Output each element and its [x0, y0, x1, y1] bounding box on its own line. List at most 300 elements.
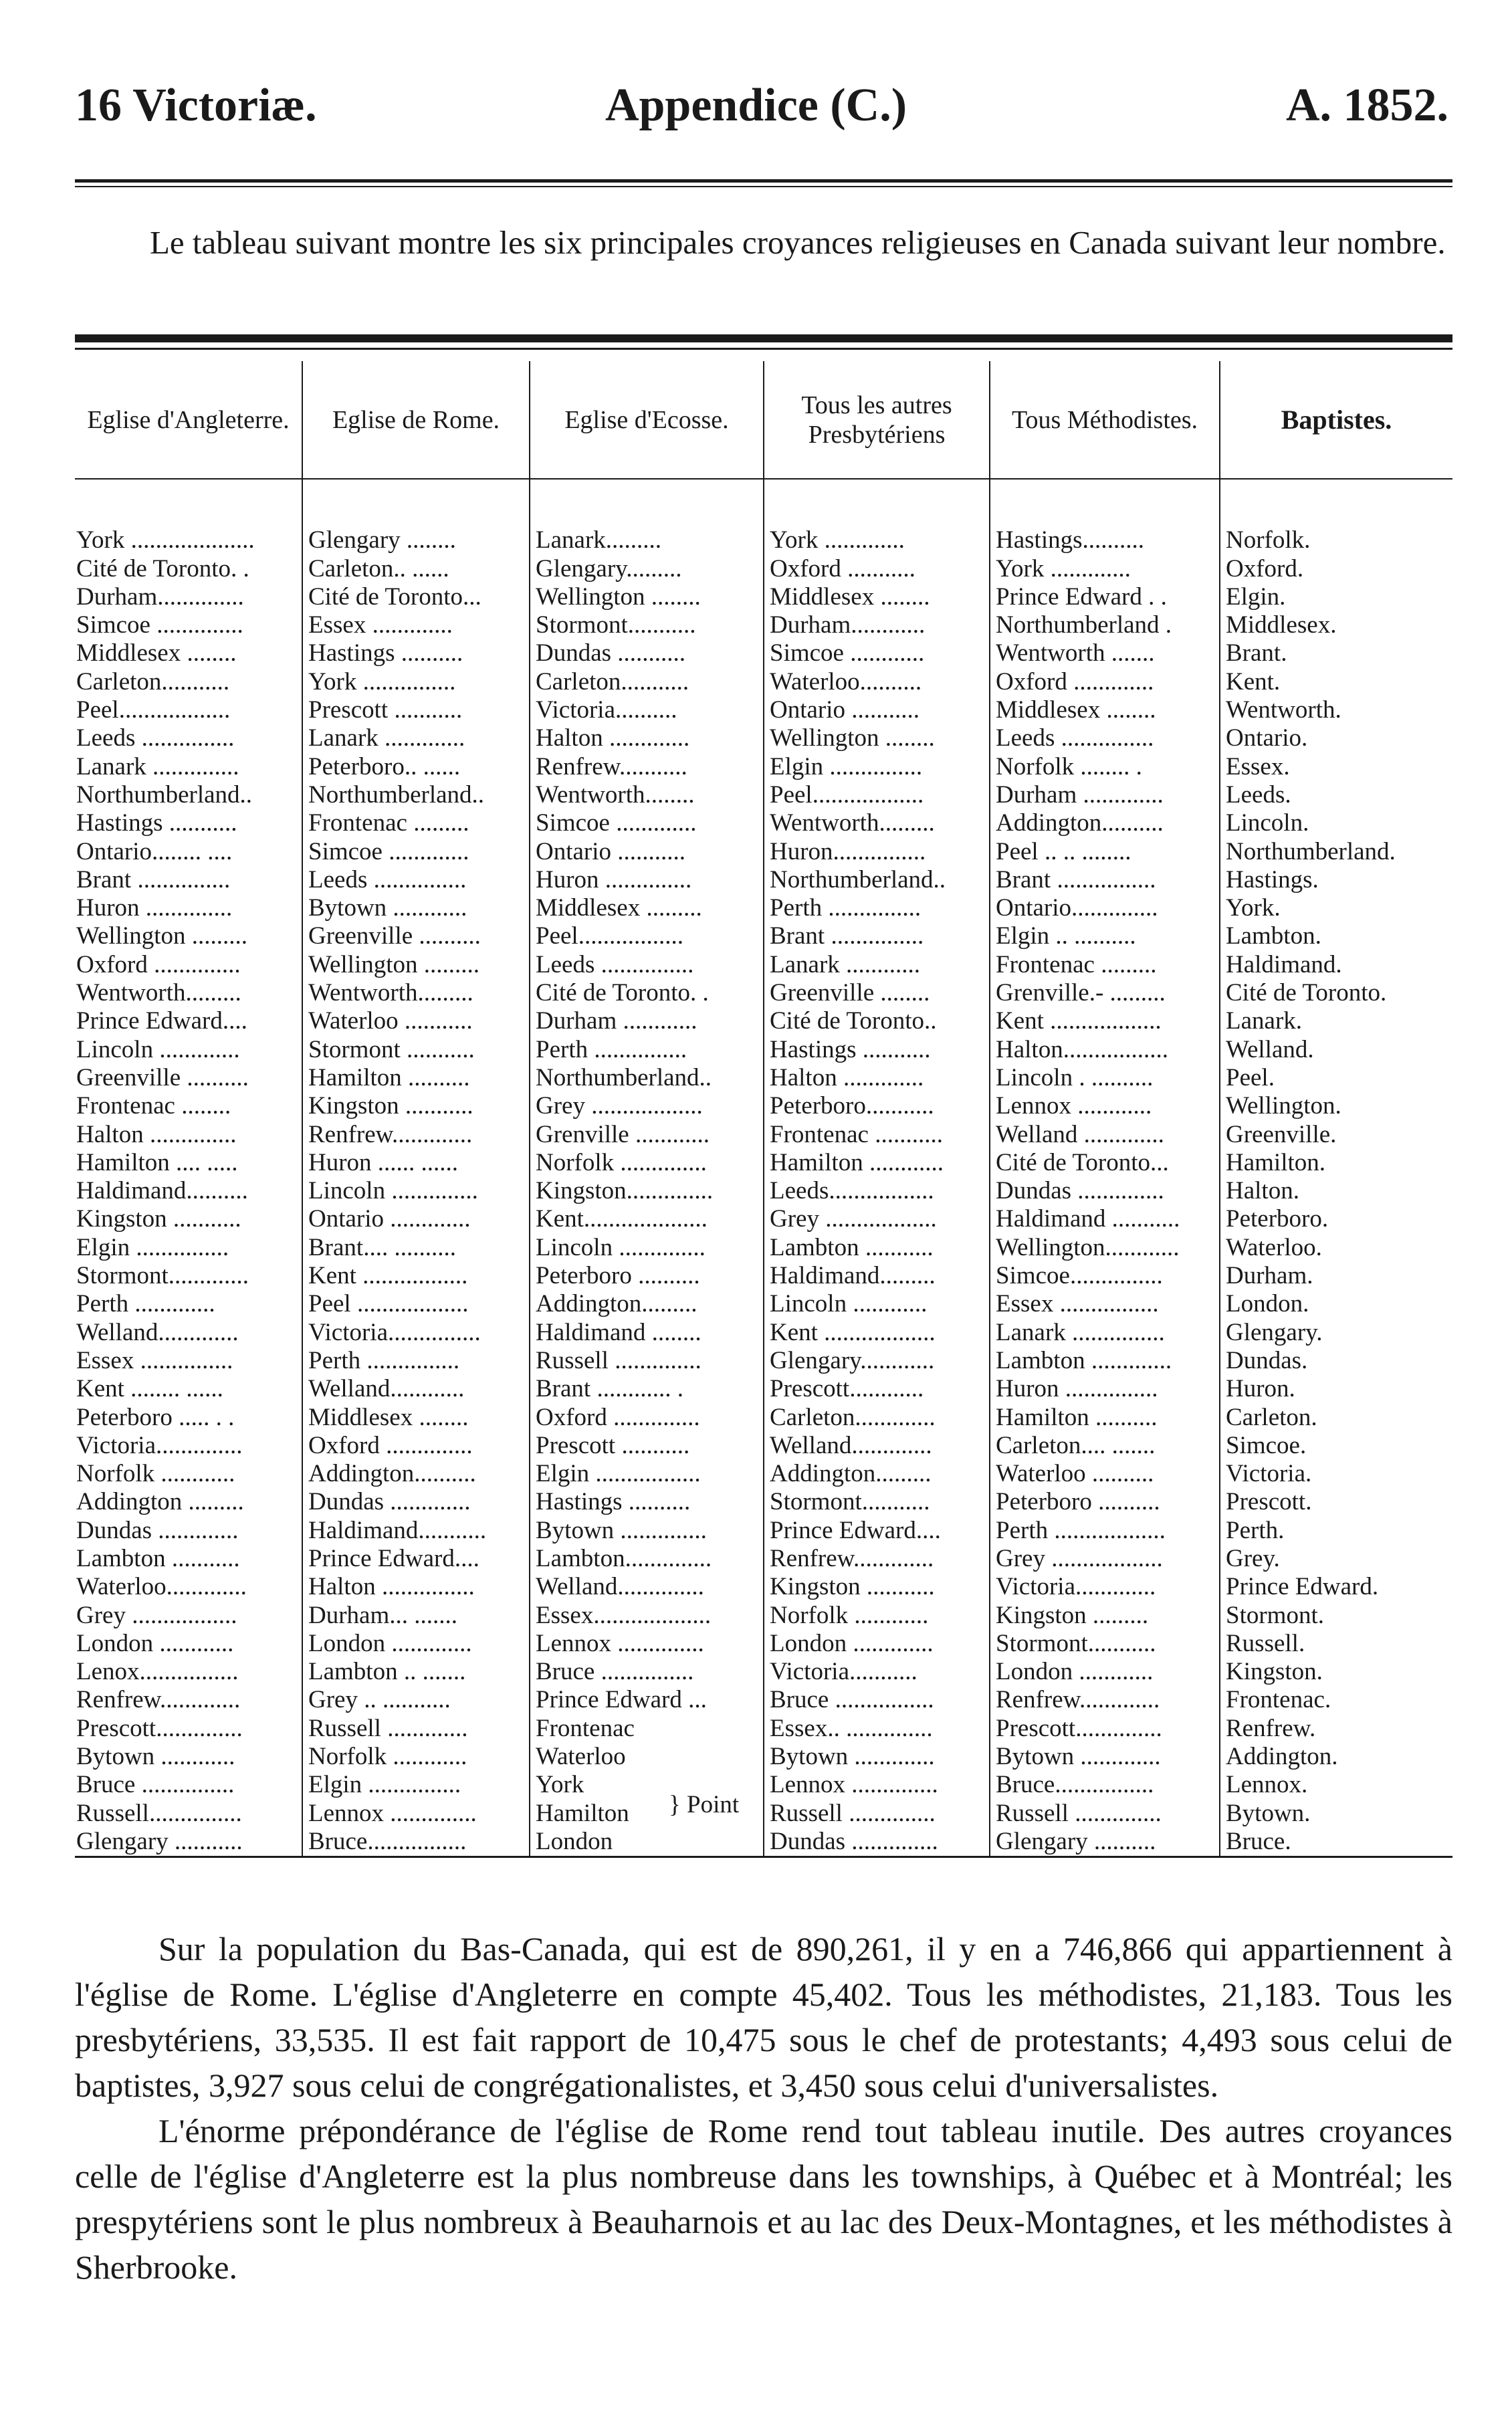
- cell-baptists: Prescott.: [1220, 1488, 1452, 1516]
- cell-scotland: Leeds ...............: [530, 950, 764, 978]
- cell-baptists: Frontenac.: [1220, 1686, 1452, 1714]
- cell-rome: Hastings ..........: [302, 639, 530, 667]
- cell-methodists: Russell ..............: [990, 1799, 1220, 1827]
- cell-scotland: Glengary.........: [530, 554, 764, 583]
- cell-england: Essex ...............: [76, 1346, 233, 1374]
- cell-england: Frontenac ........: [76, 1092, 231, 1120]
- cell-scotland: Elgin .................: [530, 1460, 764, 1488]
- cell-rome: London .............: [302, 1630, 530, 1658]
- cell-scotland: Ontario ...........: [530, 837, 764, 865]
- cell-scotland: Wellington ........: [530, 583, 764, 611]
- cell-england: Prescott..............: [76, 1714, 243, 1742]
- cell-rome: Lennox ..............: [302, 1799, 530, 1827]
- table-row: [75, 1545, 1452, 1573]
- cell-rome: Hamilton ..........: [302, 1064, 530, 1092]
- cell-rome: Welland............: [302, 1375, 530, 1403]
- cell-england: Simcoe ..............: [76, 611, 243, 639]
- cell-methodists: Victoria.............: [990, 1573, 1220, 1601]
- cell-england: Lambton ...........: [76, 1544, 240, 1572]
- cell-methodists: Waterloo ..........: [990, 1460, 1220, 1488]
- cell-baptists: Peel.: [1220, 1064, 1452, 1092]
- table-row: [75, 526, 1452, 554]
- cell-scotland: Victoria..........: [530, 696, 764, 724]
- cell-rome: Leeds ...............: [302, 866, 530, 894]
- cell-england: Hamilton .... .....: [76, 1148, 238, 1176]
- cell-presbyterians: Lincoln ............: [764, 1290, 990, 1318]
- table-row: [75, 1714, 1452, 1742]
- table-row: [75, 1092, 1452, 1120]
- cell-presbyterians: Haldimand.........: [764, 1262, 990, 1290]
- cell-presbyterians: Cité de Toronto..: [764, 1007, 990, 1035]
- cell-presbyterians: Lanark ............: [764, 950, 990, 978]
- table-row: [75, 922, 1452, 950]
- cell-rome: Bytown ............: [302, 894, 530, 922]
- cell-baptists: Welland.: [1220, 1035, 1452, 1063]
- cell-rome: Middlesex ........: [302, 1403, 530, 1431]
- cell-rome: Addington..........: [302, 1460, 530, 1488]
- cell-scotland: Welland..............: [530, 1573, 764, 1601]
- cell-presbyterians: Dundas ..............: [764, 1828, 990, 1857]
- cell-england: Lenox................: [76, 1658, 239, 1686]
- cell-scotland: Norfolk ..............: [530, 1149, 764, 1177]
- cell-methodists: Simcoe...............: [990, 1262, 1220, 1290]
- table-row: [75, 554, 1452, 583]
- cell-baptists: Stormont.: [1220, 1601, 1452, 1629]
- cell-rome: Victoria...............: [302, 1318, 530, 1346]
- cell-england: York ....................: [76, 526, 255, 554]
- cell-presbyterians: Leeds.................: [764, 1177, 990, 1205]
- table-row: [75, 1460, 1452, 1488]
- cell-methodists: Kent ..................: [990, 1007, 1220, 1035]
- cell-presbyterians: Wentworth.........: [764, 809, 990, 837]
- cell-rome: Huron ...... ......: [302, 1149, 530, 1177]
- cell-scotland: Waterloo: [530, 1743, 764, 1771]
- cell-baptists: Northumberland.: [1220, 837, 1452, 865]
- col-header-scotland: Eglise d'Ecosse.: [530, 361, 764, 479]
- table-row: [75, 1686, 1452, 1714]
- cell-rome: Northumberland..: [302, 781, 530, 809]
- cell-england: Kent ........ ......: [76, 1375, 223, 1403]
- table-row: [75, 1233, 1452, 1261]
- cell-baptists: Grey.: [1220, 1545, 1452, 1573]
- cell-methodists: Elgin .. ..........: [990, 922, 1220, 950]
- cell-baptists: Addington.: [1220, 1743, 1452, 1771]
- cell-presbyterians: York .............: [764, 526, 990, 554]
- cell-baptists: Huron.: [1220, 1375, 1452, 1403]
- cell-presbyterians: Kingston ...........: [764, 1573, 990, 1601]
- cell-methodists: Grey ..................: [990, 1545, 1220, 1573]
- cell-england: Glengary ...........: [75, 1828, 302, 1857]
- cell-england: Bytown ............: [76, 1743, 235, 1771]
- cell-methodists: Glengary ..........: [990, 1828, 1220, 1857]
- cell-scotland: Halton .............: [530, 724, 764, 752]
- table-row: [75, 837, 1452, 865]
- cell-methodists: Lanark ...............: [990, 1318, 1220, 1346]
- paragraph-preponderance: L'énorme prépondérance de l'église de Rome rend tout tableau inutile. Des autres croyances celle de l'église d'Angleterre est la plus nombreuse dans les townships, à Québec et à Montréal; les prespytériens sont le plus nombreux à Beauharnois et au lac des Deux-Montagnes, et les méthodistes à Sherbrooke.: [75, 2112, 1452, 2286]
- cell-rome: Cité de Toronto...: [302, 583, 530, 611]
- cell-methodists: Hastings..........: [990, 526, 1220, 554]
- cell-presbyterians: Ontario ...........: [764, 696, 990, 724]
- table-row: [75, 1290, 1452, 1318]
- cell-england: Leeds ...............: [76, 724, 235, 752]
- cell-scotland: Prescott ...........: [530, 1432, 764, 1460]
- header-rule-bottom: [75, 186, 1452, 187]
- cell-presbyterians: Lambton ...........: [764, 1233, 990, 1261]
- cell-presbyterians: Simcoe ............: [764, 639, 990, 667]
- col-header-methodists: Tous Méthodistes.: [990, 361, 1220, 479]
- table-row: [75, 1743, 1452, 1771]
- cell-presbyterians: Victoria...........: [764, 1658, 990, 1686]
- religion-table: [75, 361, 1452, 1858]
- cell-presbyterians: Waterloo..........: [764, 667, 990, 696]
- header-appendix: Appendice (C.): [605, 80, 907, 131]
- col-header-rome: Eglise de Rome.: [302, 361, 530, 479]
- table-row: [75, 1177, 1452, 1205]
- cell-baptists: Perth.: [1220, 1516, 1452, 1544]
- cell-england: Durham..............: [76, 583, 244, 611]
- cell-baptists: Kent.: [1220, 667, 1452, 696]
- cell-england: Oxford ..............: [76, 950, 241, 978]
- cell-rome: Brant.... ..........: [302, 1233, 530, 1261]
- cell-baptists: Greenville.: [1220, 1120, 1452, 1148]
- cell-scotland: Lennox ..............: [530, 1630, 764, 1658]
- cell-baptists: Oxford.: [1220, 554, 1452, 583]
- cell-rome: Kingston ...........: [302, 1092, 530, 1120]
- cell-england: Northumberland..: [76, 780, 253, 809]
- cell-methodists: Dundas ..............: [990, 1177, 1220, 1205]
- cell-england: Haldimand..........: [76, 1177, 248, 1205]
- cell-presbyterians: Perth ...............: [764, 894, 990, 922]
- table-row: [75, 1007, 1452, 1035]
- table-row: [75, 894, 1452, 922]
- table-row: [75, 1630, 1452, 1658]
- cell-methodists: Hamilton ..........: [990, 1403, 1220, 1431]
- cell-england: Stormont.............: [76, 1262, 249, 1290]
- cell-scotland: Bruce ...............: [530, 1658, 764, 1686]
- table-row: [75, 1828, 1452, 1857]
- cell-presbyterians: Frontenac ...........: [764, 1120, 990, 1148]
- table-row: [75, 1516, 1452, 1544]
- cell-rome: Essex .............: [302, 611, 530, 639]
- cell-baptists: Waterloo.: [1220, 1233, 1452, 1261]
- cell-methodists: Prescott..............: [990, 1714, 1220, 1742]
- cell-methodists: Leeds ...............: [990, 724, 1220, 752]
- cell-methodists: Halton.................: [990, 1035, 1220, 1063]
- cell-methodists: Peel .. .. ........: [990, 837, 1220, 865]
- cell-rome: Carleton.. ......: [302, 554, 530, 583]
- table-row: [75, 809, 1452, 837]
- cell-scotland: Dundas ...........: [530, 639, 764, 667]
- cell-scotland: Haldimand ........: [530, 1318, 764, 1346]
- table-row: [75, 1799, 1452, 1827]
- cell-baptists: Renfrew.: [1220, 1714, 1452, 1742]
- table-row: [75, 1432, 1452, 1460]
- cell-presbyterians: Norfolk ............: [764, 1601, 990, 1629]
- cell-baptists: Lincoln.: [1220, 809, 1452, 837]
- header-year: A. 1852.: [1285, 80, 1448, 131]
- cell-baptists: Lambton.: [1220, 922, 1452, 950]
- cell-england: Hastings ...........: [76, 809, 237, 837]
- cell-baptists: Lennox.: [1220, 1771, 1452, 1799]
- cell-methodists: Kingston .........: [990, 1601, 1220, 1629]
- cell-methodists: Northumberland .: [990, 611, 1220, 639]
- cell-scotland: Simcoe .............: [530, 809, 764, 837]
- cell-england: Peterboro ..... . .: [76, 1403, 235, 1431]
- cell-methodists: Essex ................: [990, 1290, 1220, 1318]
- cell-rome: Kent .................: [302, 1262, 530, 1290]
- cell-england: Middlesex ........: [76, 639, 237, 667]
- cell-presbyterians: Welland.............: [764, 1432, 990, 1460]
- cell-baptists: Lanark.: [1220, 1007, 1452, 1035]
- table-row: [75, 1403, 1452, 1431]
- cell-baptists: Middlesex.: [1220, 611, 1452, 639]
- cell-baptists: Kingston.: [1220, 1658, 1452, 1686]
- cell-methodists: Renfrew.............: [990, 1686, 1220, 1714]
- cell-rome: Wellington .........: [302, 950, 530, 978]
- cell-england: Norfolk ............: [76, 1460, 235, 1488]
- cell-baptists: Halton.: [1220, 1177, 1452, 1205]
- cell-rome: Dundas .............: [302, 1488, 530, 1516]
- cell-scotland: Durham ............: [530, 1007, 764, 1035]
- col-header-baptists: Baptistes.: [1220, 361, 1452, 479]
- cell-rome: Greenville ..........: [302, 922, 530, 950]
- cell-baptists: Hamilton.: [1220, 1149, 1452, 1177]
- table-header-row: [75, 361, 1452, 479]
- cell-presbyterians: Peterboro...........: [764, 1092, 990, 1120]
- cell-baptists: Elgin.: [1220, 583, 1452, 611]
- cell-methodists: Grenville.- .........: [990, 979, 1220, 1007]
- cell-england: Peel..................: [76, 696, 231, 724]
- cell-england: Kingston ...........: [76, 1205, 241, 1233]
- cell-baptists: Victoria.: [1220, 1460, 1452, 1488]
- cell-scotland: Kingston..............: [530, 1177, 764, 1205]
- cell-presbyterians: Bytown .............: [764, 1743, 990, 1771]
- cell-methodists: Welland .............: [990, 1120, 1220, 1148]
- cell-methodists: Cité de Toronto...: [990, 1149, 1220, 1177]
- cell-baptists: Wentworth.: [1220, 696, 1452, 724]
- cell-rome: Peterboro.. ......: [302, 752, 530, 780]
- cell-england: Halton ..............: [76, 1120, 237, 1148]
- table-row: [75, 979, 1452, 1007]
- cell-methodists: York .............: [990, 554, 1220, 583]
- cell-methodists: Peterboro ..........: [990, 1488, 1220, 1516]
- cell-rome: Prescott ...........: [302, 696, 530, 724]
- cell-methodists: Perth ..................: [990, 1516, 1220, 1544]
- table-row: [75, 1262, 1452, 1290]
- cell-methodists: Wellington............: [990, 1233, 1220, 1261]
- table-row: [75, 1035, 1452, 1063]
- cell-scotland: Lanark.........: [530, 526, 764, 554]
- cell-england: Perth .............: [76, 1290, 215, 1318]
- cell-baptists: Leeds.: [1220, 781, 1452, 809]
- cell-methodists: Middlesex ........: [990, 696, 1220, 724]
- table-row: [75, 667, 1452, 696]
- table-row: [75, 950, 1452, 978]
- cell-methodists: Brant ................: [990, 866, 1220, 894]
- cell-england: Ontario........ ....: [76, 837, 233, 865]
- intro-sentence: Le tableau suivant montre les six principales croyances religieuses en Canada suivant leur nombre.: [150, 224, 1446, 261]
- table-row: [75, 1375, 1452, 1403]
- cell-scotland: Oxford ..............: [530, 1403, 764, 1431]
- cell-scotland: Hastings ..........: [530, 1488, 764, 1516]
- cell-methodists: Prince Edward . .: [990, 583, 1220, 611]
- cell-baptists: Russell.: [1220, 1630, 1452, 1658]
- cell-rome: Durham... .......: [302, 1601, 530, 1629]
- cell-methodists: Lennox ............: [990, 1092, 1220, 1120]
- col-header-presbyterians: Tous les autres Presbytériens: [764, 361, 990, 479]
- cell-presbyterians: Lennox ..............: [764, 1771, 990, 1799]
- body-text: [75, 1926, 1452, 2290]
- cell-england: Cité de Toronto. .: [76, 554, 249, 583]
- cell-baptists: Essex.: [1220, 752, 1452, 780]
- cell-methodists: Bytown .............: [990, 1743, 1220, 1771]
- header-session: 16 Victoriæ.: [75, 80, 317, 131]
- table-row: [75, 1347, 1452, 1375]
- cell-rome: Peel ..................: [302, 1290, 530, 1318]
- cell-baptists: Wellington.: [1220, 1092, 1452, 1120]
- cell-baptists: Hastings.: [1220, 866, 1452, 894]
- point-brace-label: } Point: [669, 1791, 740, 1818]
- cell-rome: Simcoe .............: [302, 837, 530, 865]
- table-body: [75, 479, 1452, 1857]
- table-row: [75, 1318, 1452, 1346]
- cell-methodists: Lambton .............: [990, 1347, 1220, 1375]
- cell-scotland: Grey ..................: [530, 1092, 764, 1120]
- cell-england: Waterloo.............: [76, 1573, 247, 1601]
- cell-presbyterians: Glengary............: [764, 1347, 990, 1375]
- cell-england: Addington .........: [76, 1488, 244, 1516]
- cell-scotland: Middlesex .........: [530, 894, 764, 922]
- cell-presbyterians: Hastings ...........: [764, 1035, 990, 1063]
- cell-scotland: Addington.........: [530, 1290, 764, 1318]
- cell-presbyterians: Elgin ...............: [764, 752, 990, 780]
- cell-presbyterians: Hamilton ............: [764, 1149, 990, 1177]
- cell-methodists: Addington..........: [990, 809, 1220, 837]
- cell-scotland: Prince Edward ...: [530, 1686, 764, 1714]
- table-row: [75, 1601, 1452, 1629]
- cell-rome: Russell .............: [302, 1714, 530, 1742]
- table-row: [75, 611, 1452, 639]
- paragraph-population: Sur la population du Bas-Canada, qui est de 890,261, il y en a 746,866 qui appartiennent à l'église de Rome. L'église d'Angleterre en compte 45,402. Tous les méthodistes, 21,183. Tous les presbytériens, 33,535. Il est fait rapport de 10,475 sous le chef de protestants; 4,493 sous celui de baptistes, 3,927 sous celui de congrégationalistes, et 3,450 sous celui d'universalistes.: [75, 1930, 1452, 2104]
- intro-text: [75, 221, 1452, 265]
- cell-baptists: Prince Edward.: [1220, 1573, 1452, 1601]
- cell-rome: Lincoln ..............: [302, 1177, 530, 1205]
- cell-presbyterians: Renfrew.............: [764, 1545, 990, 1573]
- table-row: [75, 583, 1452, 611]
- cell-england: Dundas .............: [76, 1516, 239, 1544]
- cell-scotland: Huron ..............: [530, 866, 764, 894]
- cell-presbyterians: Carleton.............: [764, 1403, 990, 1431]
- header-rule-top: [75, 179, 1452, 183]
- table-row: [75, 1573, 1452, 1601]
- cell-rome: Frontenac .........: [302, 809, 530, 837]
- cell-methodists: Huron ...............: [990, 1375, 1220, 1403]
- cell-england: Renfrew.............: [76, 1686, 241, 1714]
- cell-baptists: Simcoe.: [1220, 1432, 1452, 1460]
- cell-presbyterians: Addington.........: [764, 1460, 990, 1488]
- cell-england: Brant ...............: [76, 865, 231, 893]
- cell-presbyterians: Brant ...............: [764, 922, 990, 950]
- table-row: [75, 639, 1452, 667]
- cell-rome: Oxford ..............: [302, 1432, 530, 1460]
- table-spacer-row: [75, 479, 1452, 526]
- cell-rome: Bruce................: [302, 1828, 530, 1857]
- cell-scotland: Bytown ..............: [530, 1516, 764, 1544]
- cell-rome: Halton ...............: [302, 1573, 530, 1601]
- cell-baptists: London.: [1220, 1290, 1452, 1318]
- cell-rome: Haldimand...........: [302, 1516, 530, 1544]
- cell-england: Grey .................: [76, 1601, 237, 1629]
- cell-scotland: Lincoln ..............: [530, 1233, 764, 1261]
- cell-presbyterians: Prince Edward....: [764, 1516, 990, 1544]
- cell-rome: Ontario .............: [302, 1205, 530, 1233]
- cell-scotland: Renfrew...........: [530, 752, 764, 780]
- cell-baptists: Peterboro.: [1220, 1205, 1452, 1233]
- cell-baptists: Haldimand.: [1220, 950, 1452, 978]
- cell-baptists: Bytown.: [1220, 1799, 1452, 1827]
- cell-scotland: Lambton..............: [530, 1545, 764, 1573]
- cell-methodists: Norfolk ........ .: [990, 752, 1220, 780]
- table-row: [75, 1064, 1452, 1092]
- cell-presbyterians: Halton .............: [764, 1064, 990, 1092]
- cell-scotland: Kent....................: [530, 1205, 764, 1233]
- cell-england: Elgin ...............: [76, 1233, 229, 1261]
- cell-presbyterians: Wellington ........: [764, 724, 990, 752]
- cell-presbyterians: Huron...............: [764, 837, 990, 865]
- cell-rome: Prince Edward....: [302, 1545, 530, 1573]
- cell-presbyterians: Durham............: [764, 611, 990, 639]
- cell-rome: Grey .. ...........: [302, 1686, 530, 1714]
- cell-methodists: Wentworth .......: [990, 639, 1220, 667]
- cell-baptists: Durham.: [1220, 1262, 1452, 1290]
- cell-england: Lanark ..............: [76, 752, 239, 780]
- cell-methodists: Carleton.... .......: [990, 1432, 1220, 1460]
- cell-rome: York ...............: [302, 667, 530, 696]
- cell-presbyterians: London .............: [764, 1630, 990, 1658]
- cell-scotland: Stormont...........: [530, 611, 764, 639]
- table-row: [75, 1658, 1452, 1686]
- table-row: [75, 866, 1452, 894]
- cell-rome: Norfolk ............: [302, 1743, 530, 1771]
- table-row: [75, 724, 1452, 752]
- cell-baptists: Bruce.: [1220, 1828, 1452, 1857]
- cell-rome: Wentworth.........: [302, 979, 530, 1007]
- cell-methodists: Haldimand ...........: [990, 1205, 1220, 1233]
- cell-methodists: Frontenac .........: [990, 950, 1220, 978]
- cell-scotland: Grenville ............: [530, 1120, 764, 1148]
- cell-scotland: London: [530, 1828, 764, 1857]
- cell-england: Victoria..............: [76, 1431, 243, 1459]
- cell-scotland: York: [530, 1771, 764, 1799]
- cell-scotland: Northumberland..: [530, 1064, 764, 1092]
- cell-presbyterians: Russell ..............: [764, 1799, 990, 1827]
- cell-presbyterians: Stormont...........: [764, 1488, 990, 1516]
- table-row: [75, 752, 1452, 780]
- cell-baptists: Norfolk.: [1220, 526, 1452, 554]
- table-row: [75, 696, 1452, 724]
- cell-england: Bruce ...............: [76, 1771, 235, 1799]
- cell-scotland: Peel.................: [530, 922, 764, 950]
- cell-methodists: Lincoln . ..........: [990, 1064, 1220, 1092]
- cell-baptists: York.: [1220, 894, 1452, 922]
- cell-baptists: Glengary.: [1220, 1318, 1452, 1346]
- cell-england: Huron ..............: [76, 894, 233, 922]
- cell-presbyterians: Northumberland..: [764, 866, 990, 894]
- cell-england: Welland.............: [76, 1318, 239, 1346]
- cell-england: Carleton...........: [76, 667, 230, 696]
- cell-presbyterians: Greenville ........: [764, 979, 990, 1007]
- cell-methodists: Oxford .............: [990, 667, 1220, 696]
